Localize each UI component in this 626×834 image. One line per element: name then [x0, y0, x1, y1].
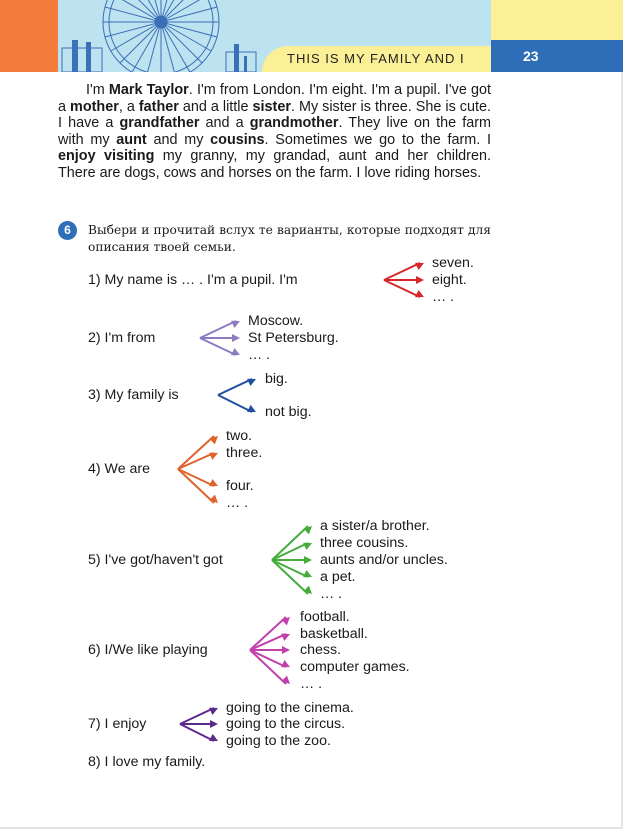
item-option: four.	[226, 478, 254, 494]
story-keyword: cousins	[210, 131, 265, 148]
arrow-head-icon	[209, 479, 218, 486]
arrow-line	[272, 560, 308, 594]
arrow-line	[250, 650, 286, 667]
arrow-line	[250, 617, 286, 650]
story-keyword: enjoy visiting	[58, 148, 155, 165]
item-prompt: 6) I/We like playing	[88, 642, 208, 658]
arrow-head-icon	[210, 720, 218, 728]
arrow-line	[178, 469, 214, 486]
item-option: eight.	[432, 272, 467, 288]
story-keyword: grandmother	[249, 115, 339, 132]
arrow-head-icon	[303, 570, 312, 577]
item-option: St Petersburg.	[248, 330, 339, 346]
arrow-line	[218, 379, 252, 395]
story-keyword: father	[138, 98, 179, 115]
arrow-head-icon	[281, 660, 290, 667]
item-option: football.	[300, 609, 350, 625]
arrow-line	[178, 436, 214, 469]
story-segment: I'm	[86, 82, 109, 98]
arrow-head-icon	[415, 290, 424, 297]
arrow-line	[200, 321, 236, 338]
item-prompt: 8) I love my family.	[88, 754, 206, 770]
arrow-line	[384, 280, 420, 297]
arrow-head-icon	[415, 263, 424, 270]
arrow-line	[272, 543, 308, 560]
item-option: three.	[226, 445, 263, 461]
story-segment: my granny, my grandad, aunt and her children. There are dogs, cows and horses on the farm. I love riding horses.	[58, 148, 491, 181]
item-option: aunts and/or uncles.	[320, 552, 448, 568]
item-option: chess.	[300, 642, 342, 658]
item-option: two.	[226, 428, 253, 444]
item-prompt: 7) I enjoy	[88, 716, 147, 732]
story-segment: . They live on the farm with my	[58, 115, 492, 148]
arrow-head-icon	[209, 708, 218, 715]
arrow-head-icon	[282, 646, 290, 654]
arrow-head-icon	[209, 453, 218, 460]
item-prompt: 2) I'm from	[88, 330, 156, 346]
story-segment: and a little	[178, 98, 253, 115]
item-option: Moscow.	[248, 313, 304, 329]
item-prompt: 5) I've got/haven't got	[88, 552, 223, 568]
arrow-head-icon	[304, 556, 312, 564]
item-option: … .	[226, 495, 249, 511]
arrow-line	[250, 634, 286, 650]
story-segment: . Sometimes we go to the farm. I	[264, 131, 491, 148]
item-option: three cousins.	[320, 535, 409, 551]
arrow-head-icon	[247, 379, 256, 386]
item-option: going to the circus.	[226, 716, 346, 732]
arrow-line	[250, 650, 286, 684]
page-title: THIS IS MY FAMILY AND I	[287, 51, 465, 66]
arrow-head-icon	[303, 543, 312, 550]
story-keyword: Mark Taylor	[108, 82, 189, 98]
arrow-line	[218, 395, 252, 412]
story-keyword: grandfather	[119, 115, 200, 132]
story-segment: , a	[118, 98, 139, 115]
story-segment: and my	[146, 131, 211, 148]
item-option: not big.	[265, 404, 312, 420]
item-prompt: 1) My name is … . I'm a pupil. I'm	[88, 272, 298, 288]
arrow-head-icon	[209, 734, 218, 741]
story-segment: and a	[199, 115, 250, 132]
item-option: going to the zoo.	[226, 733, 331, 749]
arrow-head-icon	[281, 634, 290, 641]
arrow-head-icon	[416, 276, 424, 284]
item-option: a sister/a brother.	[320, 518, 430, 534]
item-option: big.	[265, 371, 288, 387]
story-keyword: mother	[70, 98, 119, 115]
arrow-head-icon	[231, 348, 240, 355]
item-option: … .	[248, 347, 271, 363]
item-option: a pet.	[320, 569, 356, 585]
arrow-line	[178, 453, 214, 469]
item-option: basketball.	[300, 626, 368, 642]
item-option: going to the cinema.	[226, 700, 354, 716]
task-number-badge: 6	[58, 221, 77, 240]
item-option: … .	[300, 676, 323, 692]
item-option: … .	[320, 586, 343, 602]
arrow-line	[272, 560, 308, 577]
arrow-head-icon	[231, 321, 240, 328]
page-number: 23	[491, 40, 623, 72]
arrow-head-icon	[232, 334, 240, 342]
arrow-line	[178, 469, 214, 503]
item-option: seven.	[432, 255, 474, 271]
arrow-line	[180, 708, 214, 724]
story-keyword: aunt	[116, 131, 147, 148]
arrow-line	[384, 263, 420, 280]
item-prompt: 3) My family is	[88, 387, 179, 403]
task-instruction: Выбери и прочитай вслух те варианты, которые подходят для описания твоей семьи.	[88, 223, 491, 254]
item-prompt: 4) We are	[88, 461, 151, 477]
story-segment: . My sister is three. She is cute. I have a	[58, 98, 492, 132]
item-option: … .	[432, 289, 455, 305]
story-segment: . I'm from London. I'm eight. I'm a pupil. I've got a	[58, 82, 492, 115]
arrow-head-icon	[247, 405, 256, 412]
arrow-line	[200, 338, 236, 355]
item-option: computer games.	[300, 659, 410, 675]
arrow-line	[180, 724, 214, 741]
story-keyword: sister	[252, 98, 291, 115]
arrow-line	[272, 526, 308, 560]
